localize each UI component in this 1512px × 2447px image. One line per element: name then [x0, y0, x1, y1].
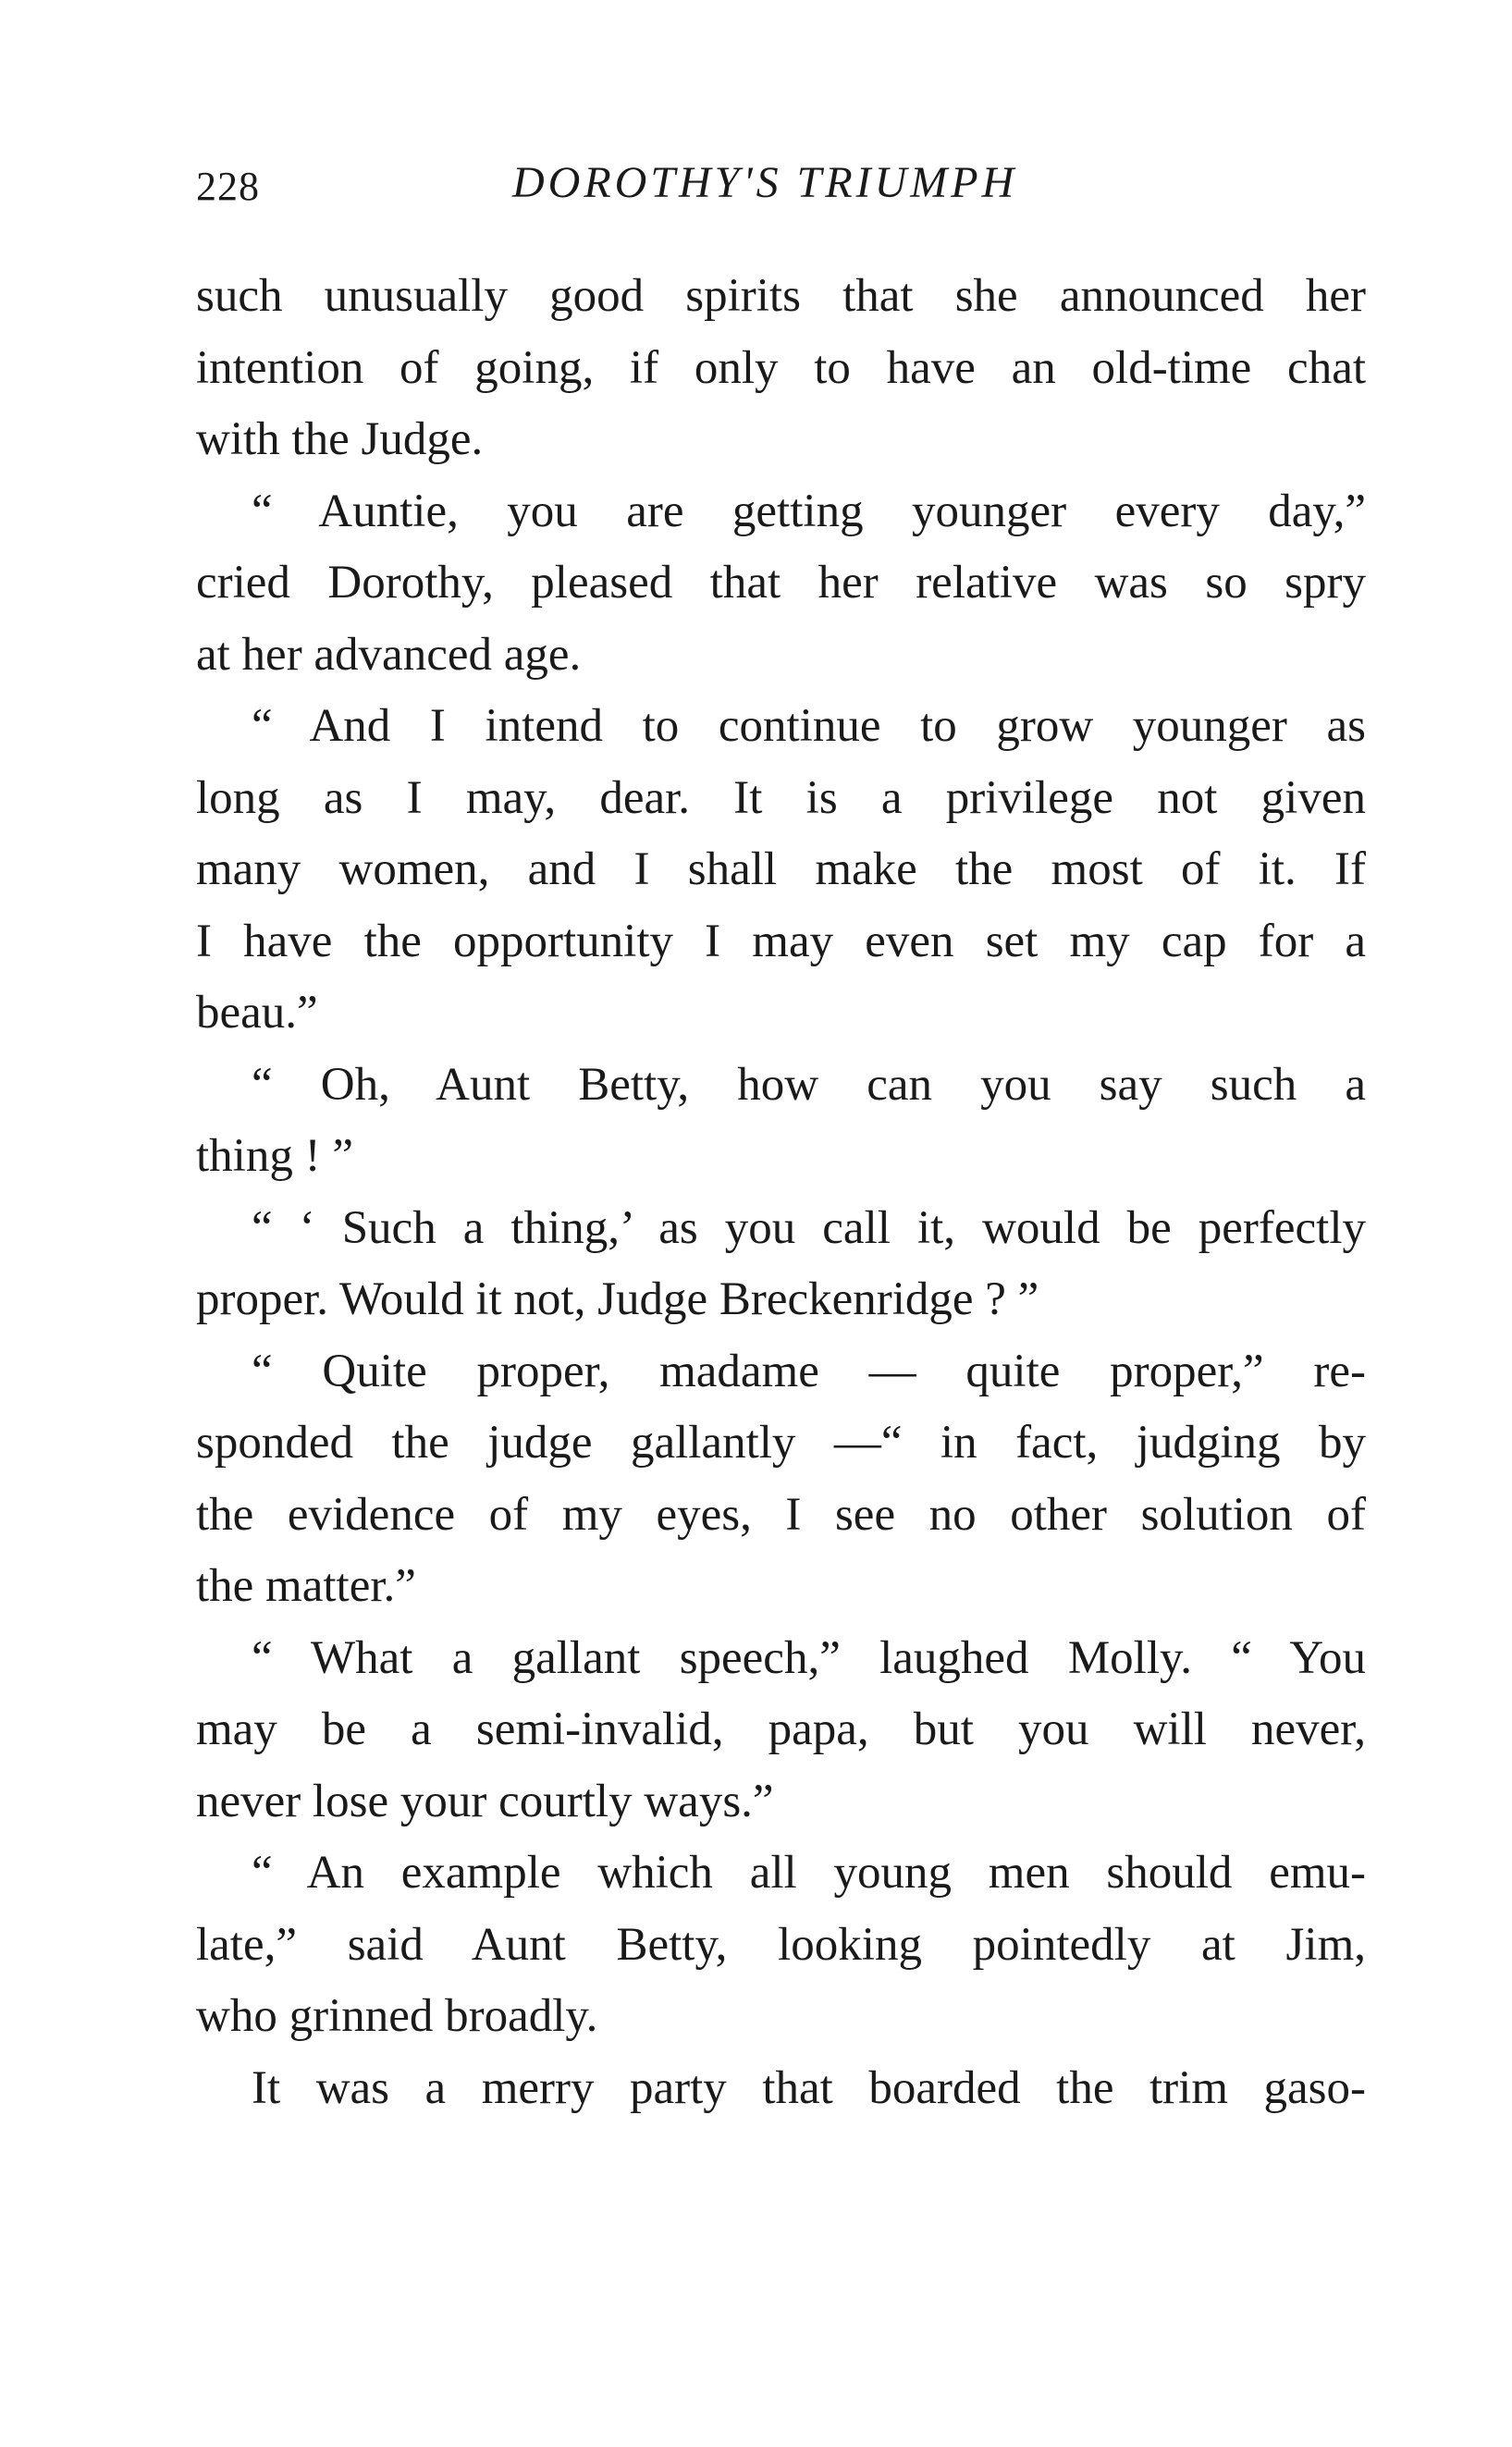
- text-line: never lose your courtly ways.”: [196, 1775, 774, 1827]
- text-line: “ An example which all young men should emu-: [252, 1847, 1366, 1899]
- text-line: long as I may, dear. It is a privilege not given: [196, 771, 1366, 824]
- text-line: at her advanced age.: [196, 628, 582, 681]
- text-line: with the Judge.: [196, 413, 484, 465]
- text-line: sponded the judge gallantly —“ in fact, judging by: [196, 1417, 1366, 1469]
- text-line: the matter.”: [196, 1560, 416, 1612]
- text-line: cried Dorothy, pleased that her relative was so spry: [196, 557, 1366, 609]
- text-line: “ And I intend to continue to grow younger as: [252, 700, 1366, 752]
- text-line: “ Auntie, you are getting younger every day,”: [252, 485, 1366, 537]
- text-line: proper. Would it not, Judge Breckenridge ? ”: [196, 1273, 1039, 1325]
- page-header: [196, 157, 1366, 222]
- text-line: many women, and I shall make the most of it. If: [196, 843, 1366, 895]
- text-line: I have the opportunity I may even set my cap for a: [196, 915, 1366, 967]
- text-line: “ ‘ Such a thing,’ as you call it, would be perfectly: [252, 1201, 1366, 1254]
- text-line: who grinned broadly.: [196, 1990, 598, 2042]
- text-line: beau.”: [196, 987, 318, 1039]
- text-line: may be a semi-invalid, papa, but you will never,: [196, 1703, 1366, 1755]
- text-line: such unusually good spirits that she announced her: [196, 270, 1366, 322]
- text-line: It was a merry party that boarded the trim gaso-: [252, 2061, 1366, 2114]
- text-line: “ Quite proper, madame — quite proper,” re-: [252, 1345, 1366, 1397]
- body-text: [196, 261, 1366, 2124]
- text-line: “ What a gallant speech,” laughed Molly. “ You: [252, 1631, 1366, 1684]
- running-title: DOROTHY'S TRIUMPH: [512, 158, 1018, 207]
- page-number: 228: [196, 164, 260, 209]
- text-line: “ Oh, Aunt Betty, how can you say such a: [252, 1058, 1366, 1111]
- text-line: intention of going, if only to have an old-time chat: [196, 341, 1366, 394]
- text-line: the evidence of my eyes, I see no other solution of: [196, 1488, 1366, 1541]
- text-line: thing ! ”: [196, 1130, 353, 1182]
- text-line: late,” said Aunt Betty, looking pointedly at Jim,: [196, 1918, 1366, 1971]
